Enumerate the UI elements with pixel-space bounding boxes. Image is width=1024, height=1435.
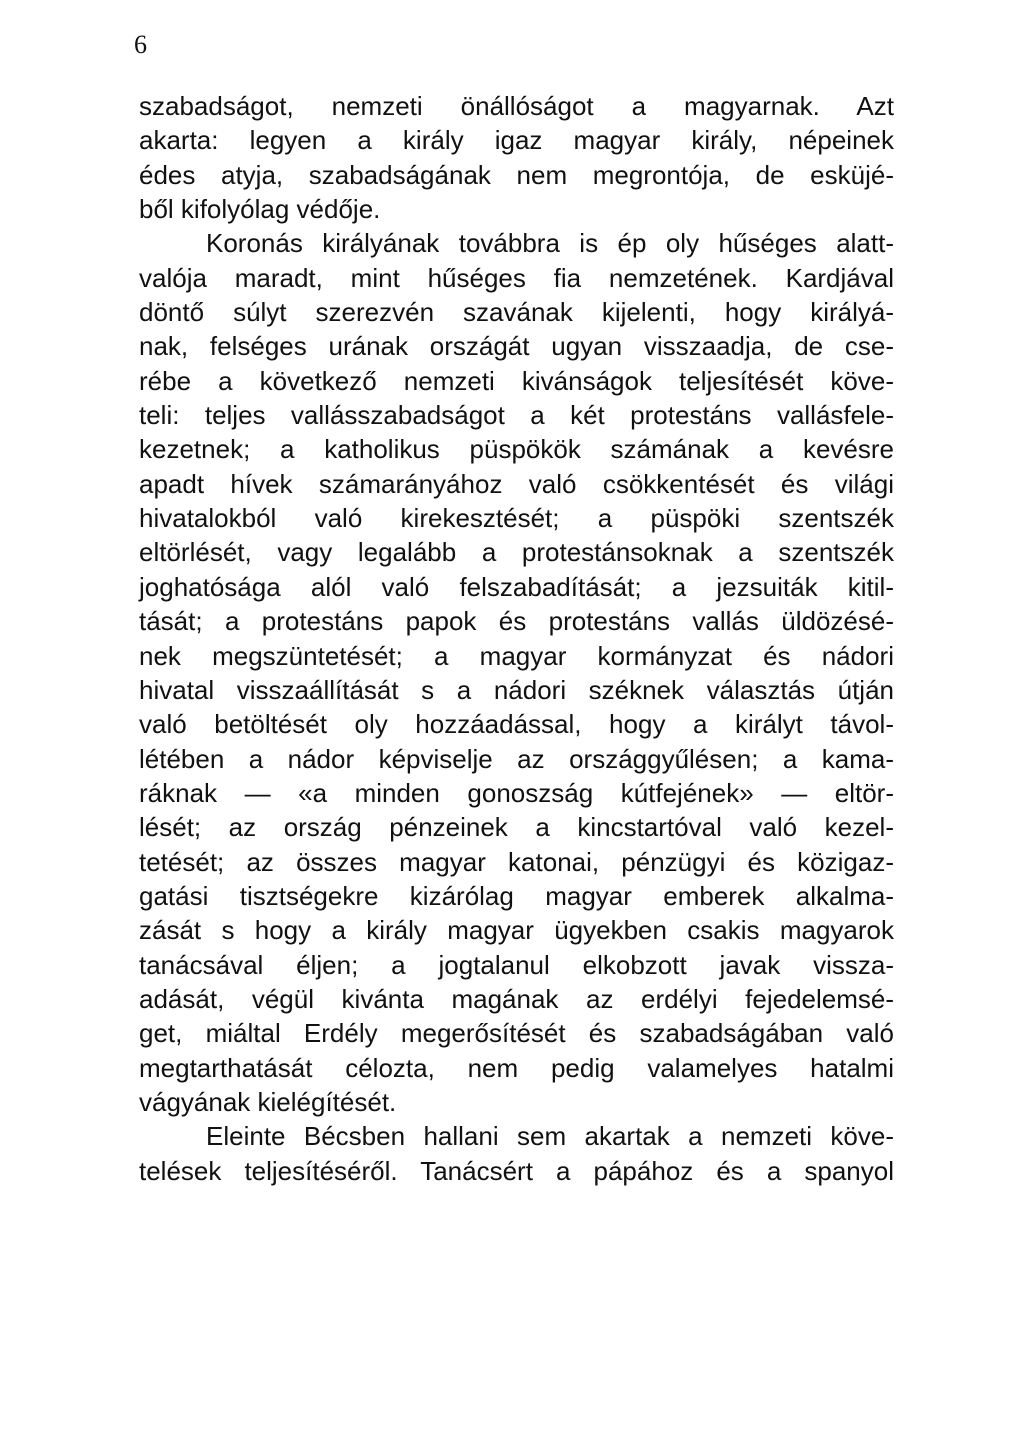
text-line: lését; az ország pénzeinek a kincstartóval való kezel- (139, 812, 894, 843)
text-line: létében a nádor képviselje az országgyűlésen; a kama- (139, 743, 894, 774)
text-line: hivatalokból való kirekesztését; a püspöki szentszék (139, 503, 894, 534)
text-line: Eleinte Bécsben hallani sem akartak a nemzeti köve- (206, 1121, 894, 1152)
text-line: valója maradt, mint hűséges fia nemzetének. Kardjával (139, 262, 894, 293)
text-line: tását; a protestáns papok és protestáns vallás üldözésé- (139, 606, 894, 637)
text-line: apadt hívek számarányához való csökkentését és világi (139, 468, 894, 499)
text-line: adását, végül kivánta magának az erdélyi fejedelemsé- (139, 983, 894, 1014)
page-number: 6 (134, 30, 147, 59)
text-line: édes atyja, szabadságának nem megrontója, de esküjé- (139, 159, 894, 190)
text-line: vágyának kielégítését. (139, 1086, 397, 1117)
text-line: ből kifolyólag védője. (139, 194, 381, 225)
text-line: hivatal visszaállítását s a nádori széknek választás útján (139, 674, 894, 705)
text-line: szabadságot, nemzeti önállóságot a magyarnak. Azt (139, 91, 894, 121)
body-text (139, 89, 894, 1188)
text-line: telések teljesítéséről. Tanácsért a pápához és a spanyol (139, 1155, 894, 1186)
text-line: get, miáltal Erdély megerősítését és szabadságában való (139, 1018, 894, 1049)
text-line: való betöltését oly hozzáadással, hogy a királyt távol- (139, 709, 894, 740)
text-line: gatási tisztségekre kizárólag magyar emberek alkalma- (139, 880, 894, 911)
text-line: tetését; az összes magyar katonai, pénzügyi és közigaz- (139, 846, 894, 877)
text-line: akarta: legyen a király igaz magyar király, népeinek (139, 125, 894, 156)
text-line: nak, felséges urának országát ugyan visszaadja, de cse- (139, 331, 894, 362)
text-line: Koronás királyának továbbra is ép oly hűséges alatt- (206, 228, 894, 259)
text-line: döntő súlyt szerezvén szavának kijelenti, hogy királyá- (139, 297, 894, 328)
text-line: rébe a következő nemzeti kivánságok teljesítését köve- (139, 365, 894, 396)
text-line: joghatósága alól való felszabadítását; a jezsuiták kitil- (139, 571, 894, 602)
text-line: teli: teljes vallásszabadságot a két protestáns vallásfele- (139, 400, 894, 431)
text-line: ráknak — «a minden gonoszság kútfejének» — eltör- (139, 777, 894, 808)
text-line: zását s hogy a király magyar ügyekben csakis magyarok (139, 915, 894, 946)
text-line: kezetnek; a katholikus püspökök számának a kevésre (139, 434, 894, 465)
text-line: tanácsával éljen; a jogtalanul elkobzott javak vissza- (139, 949, 894, 980)
text-line: nek megszüntetését; a magyar kormányzat és nádori (139, 640, 894, 671)
text-line: eltörlését, vagy legalább a protestánsoknak a szentszék (139, 537, 894, 568)
text-line: megtarthatását célozta, nem pedig valamelyes hatalmi (139, 1052, 894, 1083)
